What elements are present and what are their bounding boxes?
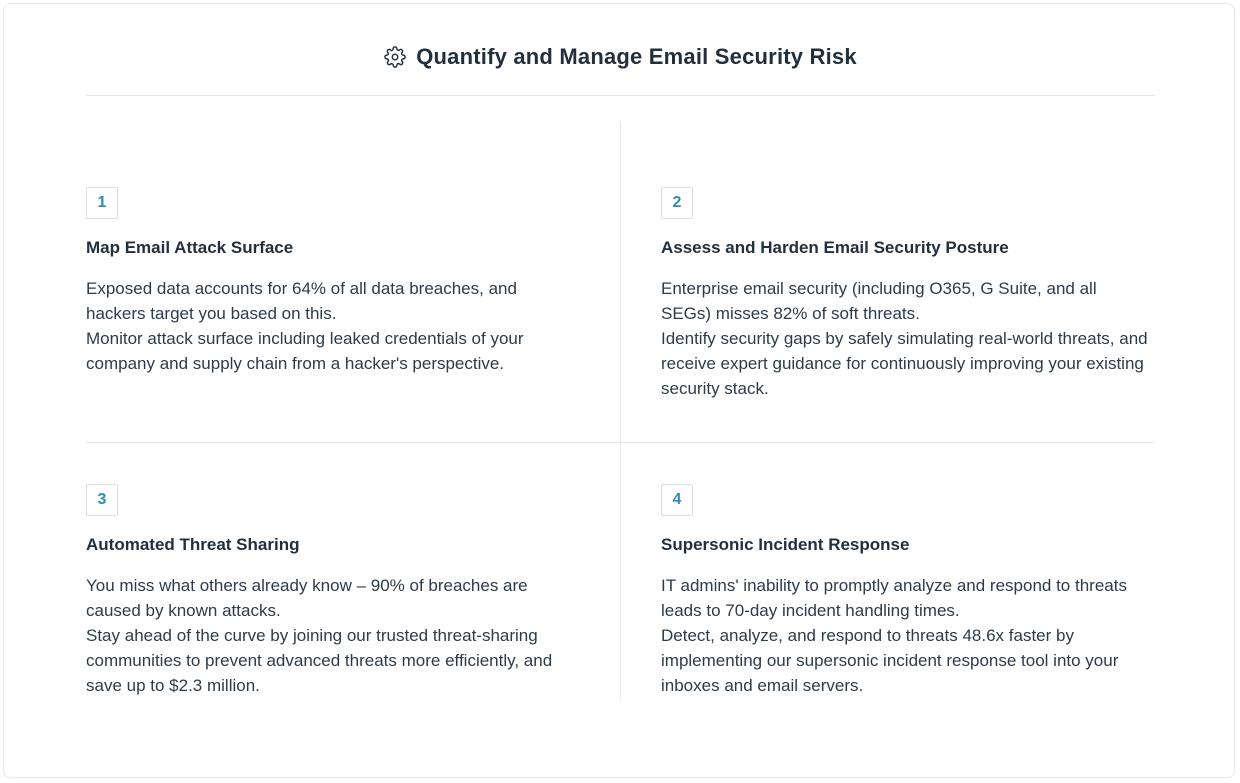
step-number-badge: 4 <box>661 484 693 516</box>
feature-description <box>86 573 576 698</box>
page-title: Quantify and Manage Email Security Risk <box>416 43 857 69</box>
step-number-badge: 3 <box>86 484 118 516</box>
description-line: Stay ahead of the curve by joining our trusted threat-sharing communities to prevent advanced threats more efficiently, and save up to $2.3 million. <box>86 626 553 695</box>
vertical-divider <box>620 122 621 700</box>
feature-description <box>661 276 1151 401</box>
feature-title: Assess and Harden Email Security Posture <box>661 238 1009 257</box>
feature-item-1 <box>86 187 576 376</box>
feature-title: Automated Threat Sharing <box>86 535 300 554</box>
gear-icon <box>384 46 406 68</box>
feature-item-2 <box>661 187 1151 401</box>
step-number-badge: 1 <box>86 187 118 219</box>
description-line: You miss what others already know – 90% of breaches are caused by known attacks. <box>86 576 528 620</box>
horizontal-divider <box>86 442 1155 443</box>
description-line: Exposed data accounts for 64% of all data breaches, and hackers target you based on this. <box>86 279 517 323</box>
feature-title: Map Email Attack Surface <box>86 238 294 257</box>
feature-card <box>3 3 1235 778</box>
description-line: IT admins' inability to promptly analyze and respond to threats leads to 70-day incident handling times. <box>661 576 1127 620</box>
description-line: Identify security gaps by safely simulating real-world threats, and receive expert guidance for continuously improving your existing security stack. <box>661 329 1148 398</box>
feature-description <box>86 276 576 376</box>
description-line: Enterprise email security (including O365, G Suite, and all SEGs) misses 82% of soft threats. <box>661 279 1097 323</box>
feature-description <box>661 573 1151 698</box>
feature-item-3 <box>86 484 576 698</box>
feature-item-4 <box>661 484 1151 698</box>
section-header <box>86 4 1155 96</box>
step-number-badge: 2 <box>661 187 693 219</box>
description-line: Monitor attack surface including leaked credentials of your company and supply chain from a hacker's perspective. <box>86 329 524 373</box>
feature-title: Supersonic Incident Response <box>661 535 910 554</box>
description-line: Detect, analyze, and respond to threats 48.6x faster by implementing our supersonic incident response tool into your inboxes and email servers. <box>661 626 1119 695</box>
